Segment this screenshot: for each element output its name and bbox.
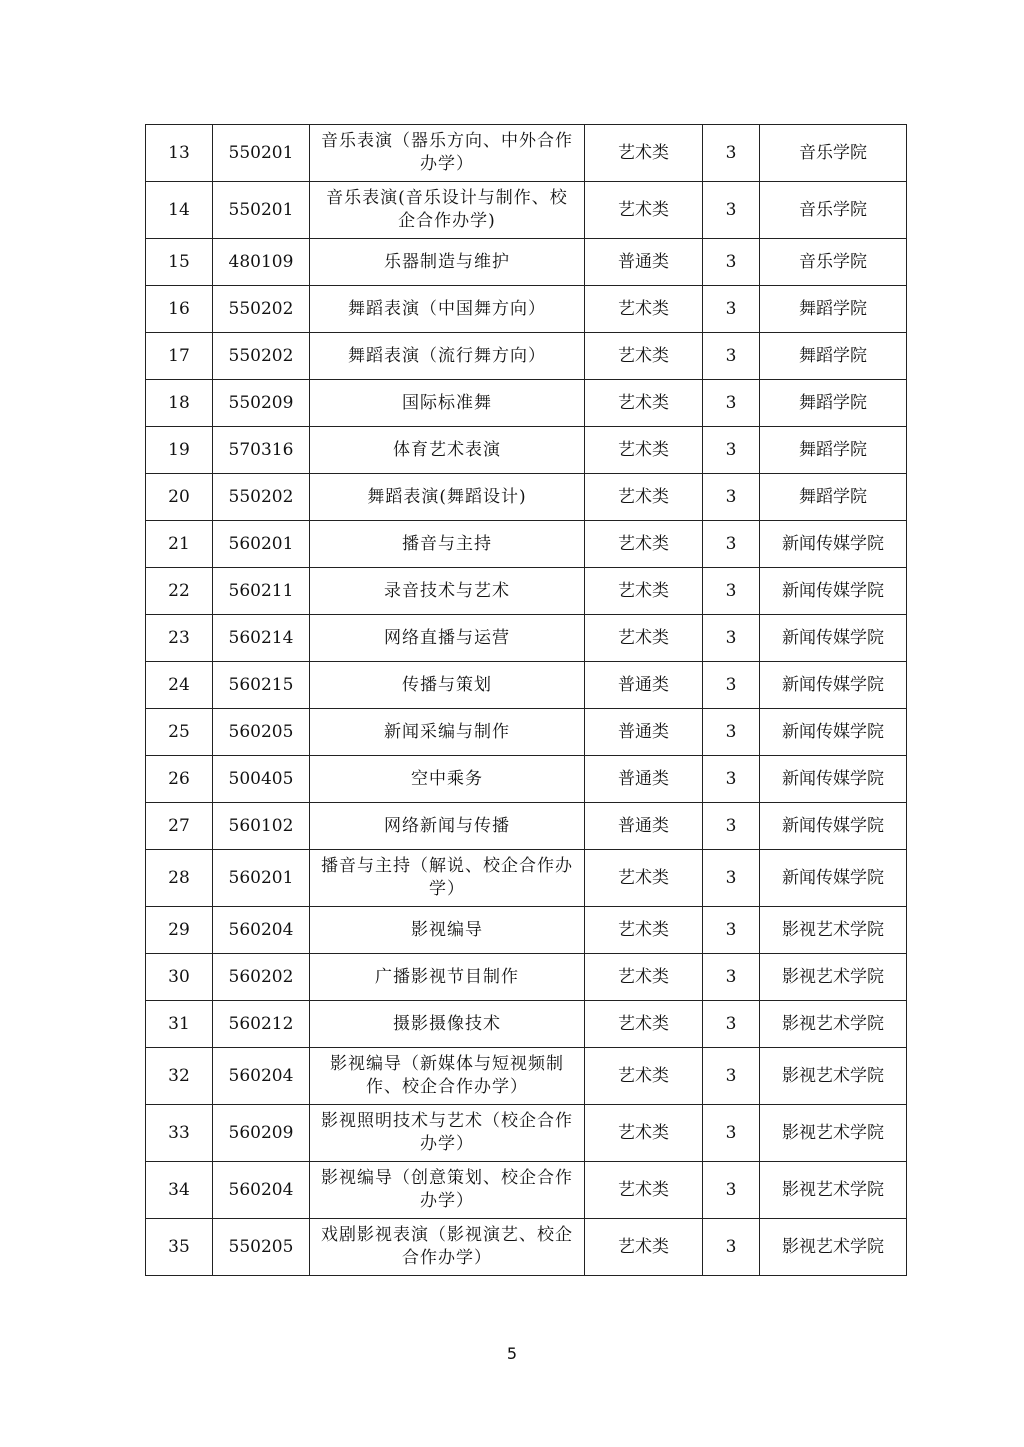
majors-table-body: [146, 125, 907, 1276]
major-code-cell: 560201: [213, 850, 310, 907]
duration-cell: 3: [703, 333, 760, 380]
major-code-cell: 560214: [213, 615, 310, 662]
college-cell: 影视艺术学院: [760, 1162, 907, 1219]
row-number-cell: 21: [146, 521, 213, 568]
major-code-cell: 560209: [213, 1105, 310, 1162]
college-cell: 新闻传媒学院: [760, 850, 907, 907]
major-name-cell: 传播与策划: [310, 662, 585, 709]
row-number-cell: 30: [146, 954, 213, 1001]
major-name-cell: 网络新闻与传播: [310, 803, 585, 850]
duration-cell: 3: [703, 850, 760, 907]
category-cell: 艺术类: [585, 427, 703, 474]
major-code-cell: 560204: [213, 1048, 310, 1105]
page-number: 5: [506, 1344, 518, 1363]
major-name-cell: 网络直播与运营: [310, 615, 585, 662]
major-name-cell: 播音与主持: [310, 521, 585, 568]
major-name-cell: 舞蹈表演（流行舞方向）: [310, 333, 585, 380]
major-name-cell: 音乐表演（器乐方向、中外合作办学）: [310, 125, 585, 182]
row-number-cell: 33: [146, 1105, 213, 1162]
row-number-cell: 16: [146, 286, 213, 333]
duration-cell: 3: [703, 239, 760, 286]
major-code-cell: 560211: [213, 568, 310, 615]
duration-cell: 3: [703, 1105, 760, 1162]
table-row: [146, 1162, 907, 1219]
table-row: [146, 954, 907, 1001]
duration-cell: 3: [703, 907, 760, 954]
table-row: [146, 662, 907, 709]
row-number-cell: 34: [146, 1162, 213, 1219]
category-cell: 普通类: [585, 239, 703, 286]
category-cell: 艺术类: [585, 615, 703, 662]
college-cell: 新闻传媒学院: [760, 662, 907, 709]
major-name-cell: 舞蹈表演(舞蹈设计): [310, 474, 585, 521]
major-name-cell: 新闻采编与制作: [310, 709, 585, 756]
table-row: [146, 239, 907, 286]
table-row: [146, 907, 907, 954]
duration-cell: 3: [703, 1001, 760, 1048]
category-cell: 艺术类: [585, 1219, 703, 1276]
college-cell: 新闻传媒学院: [760, 615, 907, 662]
table-row: [146, 1048, 907, 1105]
duration-cell: 3: [703, 803, 760, 850]
table-row: [146, 568, 907, 615]
major-name-cell: 影视编导: [310, 907, 585, 954]
college-cell: 影视艺术学院: [760, 954, 907, 1001]
row-number-cell: 26: [146, 756, 213, 803]
category-cell: 艺术类: [585, 380, 703, 427]
category-cell: 艺术类: [585, 333, 703, 380]
college-cell: 影视艺术学院: [760, 1219, 907, 1276]
major-name-cell: 戏剧影视表演（影视演艺、校企合作办学）: [310, 1219, 585, 1276]
college-cell: 舞蹈学院: [760, 380, 907, 427]
table-row: [146, 1001, 907, 1048]
duration-cell: 3: [703, 1219, 760, 1276]
table-row: [146, 427, 907, 474]
college-cell: 新闻传媒学院: [760, 568, 907, 615]
category-cell: 艺术类: [585, 850, 703, 907]
college-cell: 音乐学院: [760, 239, 907, 286]
major-name-cell: 舞蹈表演（中国舞方向）: [310, 286, 585, 333]
college-cell: 影视艺术学院: [760, 1048, 907, 1105]
table-row: [146, 474, 907, 521]
college-cell: 影视艺术学院: [760, 1001, 907, 1048]
major-code-cell: 560205: [213, 709, 310, 756]
category-cell: 艺术类: [585, 521, 703, 568]
row-number-cell: 22: [146, 568, 213, 615]
college-cell: 影视艺术学院: [760, 1105, 907, 1162]
category-cell: 艺术类: [585, 125, 703, 182]
category-cell: 普通类: [585, 803, 703, 850]
duration-cell: 3: [703, 954, 760, 1001]
major-code-cell: 550201: [213, 125, 310, 182]
table-row: [146, 1105, 907, 1162]
row-number-cell: 29: [146, 907, 213, 954]
table-row: [146, 709, 907, 756]
major-name-cell: 乐器制造与维护: [310, 239, 585, 286]
table-row: [146, 380, 907, 427]
major-code-cell: 550201: [213, 182, 310, 239]
category-cell: 艺术类: [585, 182, 703, 239]
major-code-cell: 480109: [213, 239, 310, 286]
major-name-cell: 音乐表演(音乐设计与制作、校企合作办学): [310, 182, 585, 239]
major-code-cell: 550205: [213, 1219, 310, 1276]
college-cell: 舞蹈学院: [760, 474, 907, 521]
duration-cell: 3: [703, 1048, 760, 1105]
major-code-cell: 550202: [213, 286, 310, 333]
major-code-cell: 560204: [213, 907, 310, 954]
college-cell: 新闻传媒学院: [760, 756, 907, 803]
row-number-cell: 31: [146, 1001, 213, 1048]
category-cell: 艺术类: [585, 1001, 703, 1048]
college-cell: 新闻传媒学院: [760, 521, 907, 568]
major-code-cell: 570316: [213, 427, 310, 474]
duration-cell: 3: [703, 125, 760, 182]
college-cell: 舞蹈学院: [760, 286, 907, 333]
duration-cell: 3: [703, 756, 760, 803]
major-name-cell: 录音技术与艺术: [310, 568, 585, 615]
table-row: [146, 756, 907, 803]
table-row: [146, 850, 907, 907]
table-row: [146, 803, 907, 850]
major-code-cell: 560215: [213, 662, 310, 709]
major-name-cell: 摄影摄像技术: [310, 1001, 585, 1048]
row-number-cell: 35: [146, 1219, 213, 1276]
category-cell: 艺术类: [585, 1048, 703, 1105]
major-name-cell: 空中乘务: [310, 756, 585, 803]
duration-cell: 3: [703, 521, 760, 568]
category-cell: 艺术类: [585, 474, 703, 521]
table-row: [146, 286, 907, 333]
row-number-cell: 27: [146, 803, 213, 850]
major-name-cell: 影视编导（新媒体与短视频制作、校企合作办学）: [310, 1048, 585, 1105]
category-cell: 艺术类: [585, 1162, 703, 1219]
major-code-cell: 550209: [213, 380, 310, 427]
row-number-cell: 13: [146, 125, 213, 182]
major-code-cell: 560202: [213, 954, 310, 1001]
category-cell: 艺术类: [585, 1105, 703, 1162]
major-code-cell: 500405: [213, 756, 310, 803]
row-number-cell: 17: [146, 333, 213, 380]
major-name-cell: 体育艺术表演: [310, 427, 585, 474]
row-number-cell: 19: [146, 427, 213, 474]
major-name-cell: 播音与主持（解说、校企合作办学）: [310, 850, 585, 907]
major-code-cell: 550202: [213, 333, 310, 380]
duration-cell: 3: [703, 427, 760, 474]
college-cell: 新闻传媒学院: [760, 709, 907, 756]
major-name-cell: 影视编导（创意策划、校企合作办学）: [310, 1162, 585, 1219]
duration-cell: 3: [703, 286, 760, 333]
row-number-cell: 14: [146, 182, 213, 239]
category-cell: 艺术类: [585, 954, 703, 1001]
college-cell: 音乐学院: [760, 182, 907, 239]
row-number-cell: 24: [146, 662, 213, 709]
college-cell: 舞蹈学院: [760, 427, 907, 474]
major-name-cell: 广播影视节目制作: [310, 954, 585, 1001]
table-row: [146, 521, 907, 568]
category-cell: 普通类: [585, 709, 703, 756]
duration-cell: 3: [703, 380, 760, 427]
category-cell: 普通类: [585, 662, 703, 709]
college-cell: 影视艺术学院: [760, 907, 907, 954]
majors-table: [145, 124, 907, 1276]
row-number-cell: 28: [146, 850, 213, 907]
category-cell: 艺术类: [585, 568, 703, 615]
row-number-cell: 15: [146, 239, 213, 286]
table-row: [146, 1219, 907, 1276]
table-row: [146, 182, 907, 239]
major-name-cell: 国际标准舞: [310, 380, 585, 427]
duration-cell: 3: [703, 182, 760, 239]
college-cell: 新闻传媒学院: [760, 803, 907, 850]
duration-cell: 3: [703, 662, 760, 709]
major-name-cell: 影视照明技术与艺术（校企合作办学）: [310, 1105, 585, 1162]
row-number-cell: 23: [146, 615, 213, 662]
table-row: [146, 333, 907, 380]
major-code-cell: 550202: [213, 474, 310, 521]
category-cell: 艺术类: [585, 907, 703, 954]
college-cell: 舞蹈学院: [760, 333, 907, 380]
row-number-cell: 20: [146, 474, 213, 521]
college-cell: 音乐学院: [760, 125, 907, 182]
row-number-cell: 25: [146, 709, 213, 756]
table-row: [146, 615, 907, 662]
duration-cell: 3: [703, 709, 760, 756]
table-row: [146, 125, 907, 182]
category-cell: 艺术类: [585, 286, 703, 333]
duration-cell: 3: [703, 568, 760, 615]
major-code-cell: 560212: [213, 1001, 310, 1048]
duration-cell: 3: [703, 474, 760, 521]
row-number-cell: 32: [146, 1048, 213, 1105]
major-code-cell: 560201: [213, 521, 310, 568]
row-number-cell: 18: [146, 380, 213, 427]
duration-cell: 3: [703, 1162, 760, 1219]
category-cell: 普通类: [585, 756, 703, 803]
major-code-cell: 560102: [213, 803, 310, 850]
duration-cell: 3: [703, 615, 760, 662]
major-code-cell: 560204: [213, 1162, 310, 1219]
